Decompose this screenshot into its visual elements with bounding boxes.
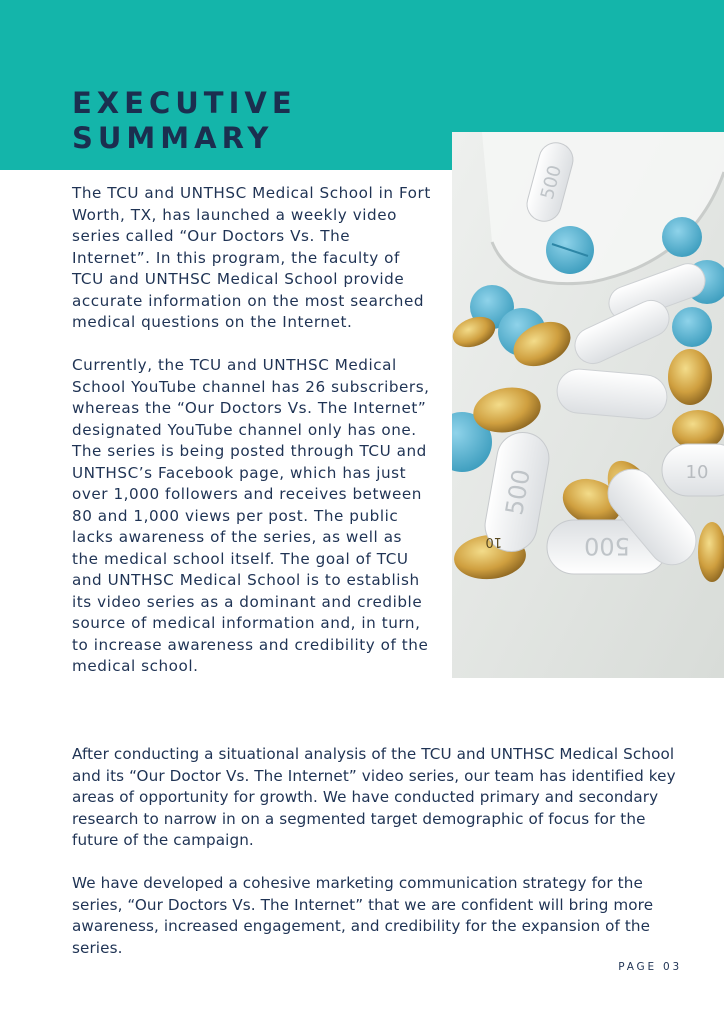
svg-text:500: 500 <box>500 467 536 518</box>
page-title-line-2: SUMMARY <box>72 121 274 155</box>
svg-text:500: 500 <box>536 163 567 202</box>
pill-gold <box>668 349 712 405</box>
paragraph-strategy: We have developed a cohesive marketing communication strategy for the series, “Our Doctors Vs. The Internet” that we are confident will bring more awareness, increased engagement, and credibility for the expansion of the series. <box>72 874 654 957</box>
summary-text-wide <box>72 744 692 959</box>
paragraph-analysis: After conducting a situational analysis of the TCU and UNTHSC Medical School and its “Our Doctor Vs. The Internet” video series, our team has identified key areas of opportunity for growth. We have conducted primary and secondary research to narrow in on a segmented target demographic of focus for the future of the campaign. <box>72 745 676 849</box>
page-number: PAGE 03 <box>618 961 682 973</box>
pill-blue <box>672 307 712 347</box>
pill-white-capsule-10 <box>662 444 724 496</box>
pills-photo <box>452 132 724 678</box>
pill-blue <box>662 217 702 257</box>
svg-text:10: 10 <box>685 462 709 483</box>
pill-imprint-text: 10 <box>485 534 502 549</box>
page-title-line-1: EXECUTIVE <box>72 86 297 120</box>
paragraph-intro: The TCU and UNTHSC Medical School in Fort Worth, TX, has launched a weekly video series called “Our Doctors Vs. The Internet”. In this program, the faculty of TCU and UNTHSC Medical School provide accurate information on the most searched medical questions on the Internet. <box>72 184 431 331</box>
page-title <box>72 86 432 156</box>
intro-text-column <box>72 183 432 678</box>
paragraph-current-state: Currently, the TCU and UNTHSC Medical School YouTube channel has 26 subscribers, whereas the “Our Doctors Vs. The Internet” designated YouTube channel only has one. The series is being posted through TCU and UNTHSC’s Facebook page, which has just over 1,000 followers and receives between 80 and 1,000 views per post. The public lacks awareness of the series, as well as the medical school itself. The goal of TCU and UNTHSC Medical School is to establish its video series as a dominant and credible source of medical information and, in turn, to increase awareness and credibility of the medical school. <box>72 356 430 675</box>
svg-text:500: 500 <box>584 532 630 560</box>
